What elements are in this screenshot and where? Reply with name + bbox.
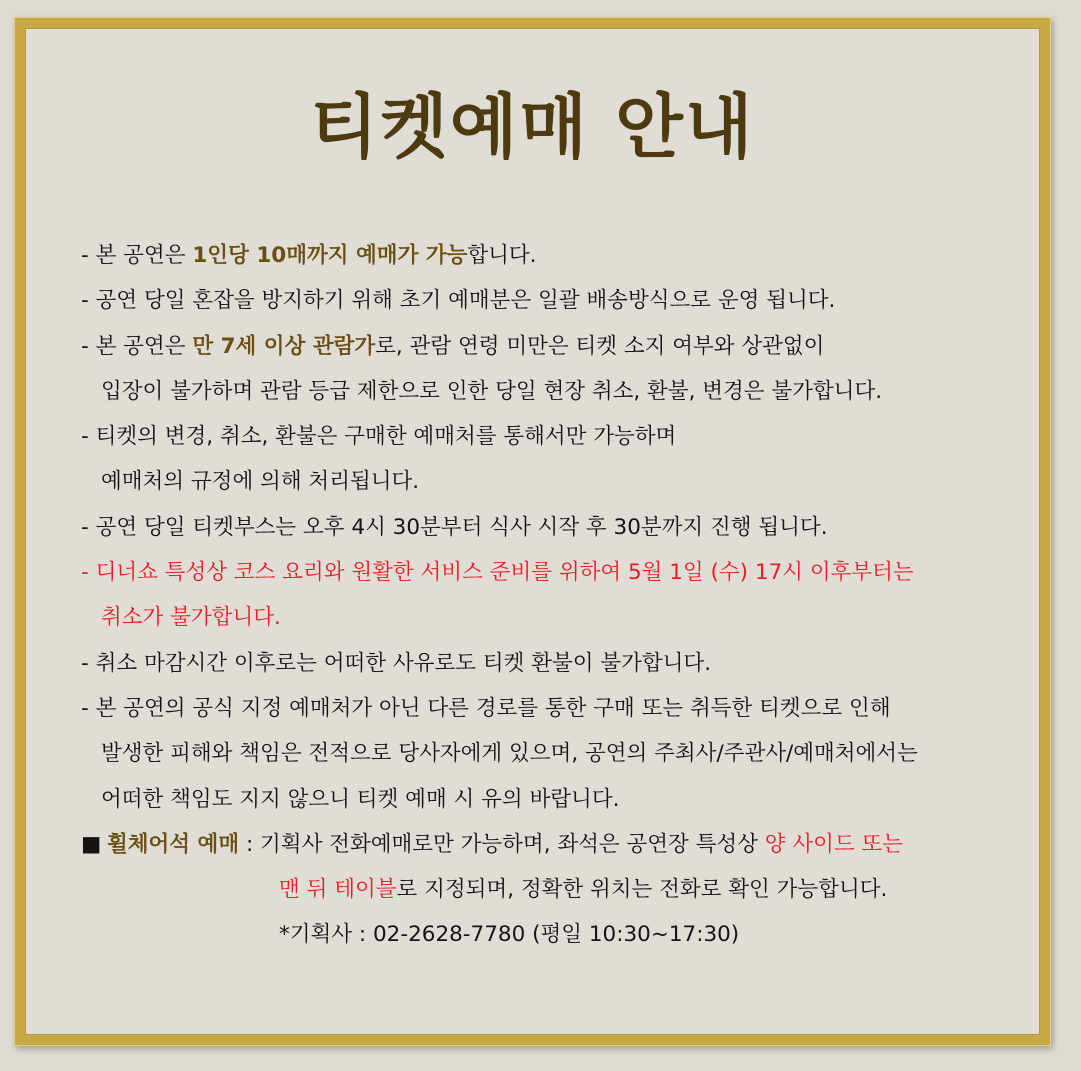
- wheelchair-seat-location-cont: 맨 뒤 테이블: [279, 877, 397, 903]
- notice-text: 합니다.: [467, 243, 537, 268]
- wheelchair-text: 기획사 전화예매로만 가능하며, 좌석은 공연장 특성상: [260, 831, 765, 857]
- square-bullet-icon: ■: [81, 831, 102, 857]
- notice-item-official-vendor-cont: 발생한 피해와 책임은 전적으로 당사자에게 있으며, 공연의 주최사/주관사/예매처에서는: [101, 741, 918, 767]
- notice-item-purchase-limit: [81, 233, 1031, 278]
- notice-item-change-refund-cont: 예매처의 규정에 의해 처리됩니다.: [101, 469, 420, 495]
- agency-contact: *기획사 : 02-2628-7780 (평일 10:30~17:30): [279, 922, 740, 948]
- notice-item-official-vendor: - 본 공연의 공식 지정 예매처가 아닌 다른 경로를 통한 구매 또는 취득한 티켓으로 인해: [81, 695, 891, 721]
- page-title: 티켓예매 안내: [310, 86, 755, 168]
- notice-highlight: 만 7세 이상 관람가: [192, 333, 376, 359]
- notice-item-ticket-booth: - 공연 당일 티켓부스는 오후 4시 30분부터 식사 시작 후 30분까지 진행 됩니다.: [81, 514, 828, 540]
- notice-item-official-vendor-cont2: 어떠한 책임도 지지 않으니 티켓 예매 시 유의 바랍니다.: [101, 786, 620, 812]
- wheelchair-separator: :: [239, 831, 261, 857]
- wheelchair-text: 로 지정되며, 정확한 위치는 전화로 확인 가능합니다.: [396, 877, 888, 903]
- wheelchair-notice: [81, 822, 1031, 867]
- notice-item-age-limit: [81, 324, 1031, 369]
- notice-item-no-refund: - 취소 마감시간 이후로는 어떠한 사유로도 티켓 환불이 불가합니다.: [81, 650, 712, 676]
- notice-item-age-limit-cont: 입장이 불가하며 관람 등급 제한으로 인한 당일 현장 취소, 환불, 변경은 불가합니다.: [101, 378, 883, 404]
- notice-text: 로, 관람 연령 미만은 티켓 소지 여부와 상관없이: [375, 333, 825, 359]
- notice-item-cancel-deadline: - 디너쇼 특성상 코스 요리와 원활한 서비스 준비를 위하여 5월 1일 (수) 17시 이후부터는: [81, 560, 914, 586]
- notice-item-delivery: - 공연 당일 혼잡을 방지하기 위해 초기 예매분은 일괄 배송방식으로 운영 됩니다.: [81, 288, 836, 314]
- notice-text: - 본 공연은: [81, 333, 193, 359]
- notice-list: [81, 233, 1031, 958]
- notice-highlight: 1인당 10매까지 예매가 가능: [192, 243, 468, 268]
- wheelchair-label: 휠체어석 예매: [107, 831, 240, 857]
- notice-item-cancel-deadline-cont: 취소가 불가합니다.: [101, 605, 281, 631]
- notice-item-change-refund: - 티켓의 변경, 취소, 환불은 구매한 예매처를 통해서만 가능하며: [81, 424, 677, 450]
- wheelchair-seat-location: 양 사이드 또는: [764, 831, 904, 857]
- wheelchair-notice-cont: [81, 867, 1031, 912]
- notice-text: - 본 공연은: [81, 243, 193, 268]
- notice-frame: [14, 17, 1051, 1046]
